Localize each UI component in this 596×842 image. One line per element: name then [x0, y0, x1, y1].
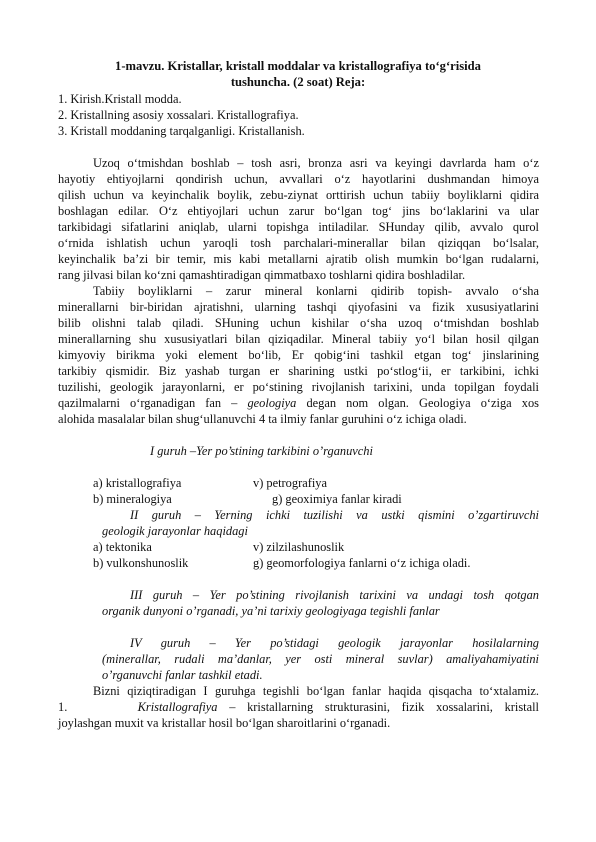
paragraph-1-line: keyinchalik ba’zi bir temir, mis kabi metallarni ajratib olish mumkin bo‘lgan rudalarni,	[58, 252, 539, 266]
group-4-line-1: IV guruh – Yer po’stidagi geologik jarayonlar hosilalarning	[130, 636, 539, 650]
paragraph-1-line: boshlagan edilar. O‘z ehtiyojlari uchun zarur bo‘lgan tog‘ jins bo‘laklarini va ular	[58, 204, 539, 218]
group-4-line-2: (minerallar, rudali ma’danlar, yer osti mineral suvlar) amaliyahamiyatini	[102, 652, 539, 666]
closing-line-1: Bizni qiziqtiradigan I guruhga tegishli bo‘lgan fanlar haqida qisqacha to‘xtalamiz.	[93, 684, 539, 698]
paragraph-1-line: rang jilvasi bilan ko‘zni qamashtiradigan qimmatbaxo toshlarni qidira boshladilar.	[58, 268, 466, 282]
group-2-item-b: b) vulkonshunoslik	[93, 556, 189, 570]
paragraph-2-line: tuzilishi, geologik jarayonlarni, er po‘stining rivojlanish tarixini, unda topilgan foydali	[58, 380, 539, 394]
paragraph-2-line-with-term	[58, 395, 539, 411]
group-2-heading-line-1: II guruh – Yerning ichki tuzilishi va ustki qismini o’zgartiruvchi	[130, 508, 539, 522]
paragraph-1-line: o‘rnida ishlatish uchun yaroqli tosh parchalari-minerallar bilan qiziqqan bo‘lsalar,	[58, 236, 539, 250]
paragraph-2-line: alohida masalalar bilan shug‘ullanuvchi 4 ta ilmiy fanlar guruhini o‘z ichiga oladi.	[58, 412, 467, 426]
paragraph-1-line: Uzoq o‘tmishdan boshlab – tosh asri, bronza asri va keyingi davrlarda ham o‘z	[93, 156, 539, 170]
paragraph-2-line: kimyoviy birikma yoki element bo‘lib, Er qobig‘ini tashkil etgan tog‘ jinslarining	[58, 348, 539, 362]
group-2-item-v: v) zilzilashunoslik	[253, 540, 345, 554]
plan-item-3: 3. Kristall moddaning tarqalganligi. Kristallanish.	[58, 124, 305, 138]
group-1-item-g: g) geoximiya fanlar kiradi	[272, 492, 402, 506]
group-1-item-a: a) kristallografiya	[93, 476, 182, 490]
geologiya-term: geologiya	[247, 396, 297, 410]
group-2-item-g: g) geomorfologiya fanlarni o‘z ichiga oladi.	[253, 556, 471, 570]
kristallografiya-term: Kristallografiya	[137, 700, 218, 714]
paragraph-2-line: Tabiiy boyliklarni – zarur mineral konlarni qidirib topish- avvalo o‘sha	[93, 284, 539, 298]
paragraph-2-line: minerallarning shu xususiyatlari bilan qiziqadilar. Mineral tabiiy yo‘l bilan hosil qilgan	[58, 332, 539, 346]
closing-line-2-text: – kristallarning strukturasini, fizik xossalarini, kristall	[217, 700, 539, 714]
group-2-item-a: a) tektonika	[93, 540, 152, 554]
closing-item-number: 1.	[58, 700, 68, 714]
group-1-item-v: v) petrografiya	[253, 476, 327, 490]
paragraph-1-line: qilish uchun va keyinchalik boylik, zebu-ziynat orttirish uchun tabiiy boyliklarni qidira	[58, 188, 539, 202]
paragraph-2-text: qazilmalarni o‘rganadigan fan –	[58, 396, 248, 410]
paragraph-1-line: tarkibidagi sifatlarini aniqlab, ularni topishga intiladilar. SHunday qilib, avvalo qurol	[58, 220, 539, 234]
plan-item-1: 1. Kirish.Kristall modda.	[58, 92, 182, 106]
paragraph-2-line: minerallarni bir-biridan ajratishni, ularning tashqi qiyofasini va fizik xususiyatlarini	[58, 300, 539, 314]
group-3-line-2: organik dunyoni o’rganadi, ya’ni tarixiy geologiyaga tegishli fanlar	[102, 604, 440, 618]
paragraph-2-text: degan nom olgan. Geologiya o‘ziga xos	[296, 396, 539, 410]
group-4-line-3: o’rganuvchi fanlar tashkil etadi.	[102, 668, 263, 682]
document-title-line-2: tushuncha. (2 soat) Reja:	[230, 75, 366, 89]
group-1-heading: I guruh –Yer po’stining tarkibini o’rganuvchi	[150, 444, 373, 458]
paragraph-2-line: bilib olishni talab qiladi. SHuning uchun kishilar o‘sha uzoq o‘tmishdan boshlab	[58, 316, 539, 330]
plan-item-2: 2. Kristallning asosiy xossalari. Kristallografiya.	[58, 108, 299, 122]
group-1-item-b: b) mineralogiya	[93, 492, 172, 506]
document-title-line-1: 1-mavzu. Kristallar, kristall moddalar va kristallografiya to‘g‘risida	[115, 59, 481, 73]
paragraph-2-line: tarkibiy qismidir. Biz yashab turgan er sharining ustki po‘stlog‘ii, er tarkibini, ichki	[58, 364, 539, 378]
closing-line-2	[58, 699, 539, 715]
group-2-heading-line-2: geologik jarayonlar haqidagi	[102, 524, 248, 538]
group-3-line-1: III guruh – Yer po’stining rivojlanish tarixini va undagi tosh qotgan	[130, 588, 539, 602]
paragraph-1-line: hayotiy ehtiyojlarni qondirish uchun, avvallari o‘z hayotlarini dushmandan himoya	[58, 172, 539, 186]
closing-line-3: joylashgan muxit va kristallar hosil bo‘lgan sharoitlarini o‘rganadi.	[58, 716, 391, 730]
